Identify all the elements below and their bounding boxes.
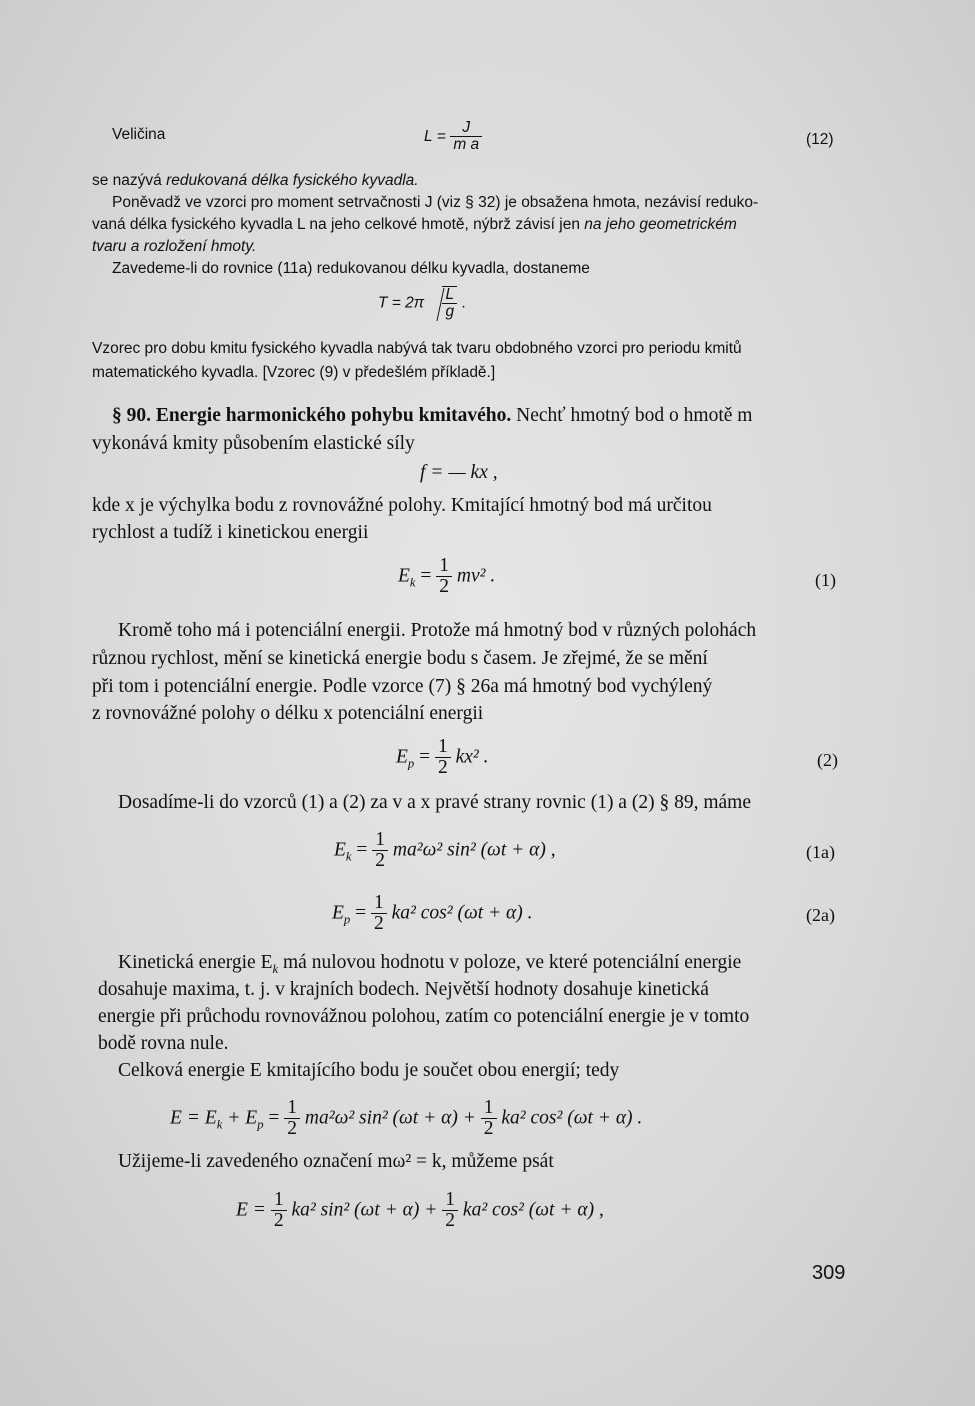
equation-period [378,286,466,321]
eq-symbol: E [332,902,344,924]
text-italic: tvaru a rozložení hmoty. [92,238,257,255]
subscript: k [216,1117,223,1132]
eq-sign: = [414,746,435,768]
subscript: k [409,575,416,590]
eq-part: ka² cos² (ωt + α) . [496,1107,643,1129]
text-line: Veličina [112,126,166,143]
text-line [92,216,737,234]
text-line: dosahuje maxima, t. j. v krajních bodech. Největší hodnoty dosahuje kinetická [98,979,709,1000]
eq-part: E = E [170,1107,217,1129]
numerator: J [450,120,482,137]
text-line: bodě rovna nule. [98,1033,229,1054]
numerator: 1 [372,830,388,851]
equation-2 [396,737,489,779]
eq-part: ka² cos² (ωt + α) , [458,1199,604,1221]
denominator: 2 [445,1210,456,1232]
text-italic: na jeho geometrickém [584,216,737,233]
denominator: g [445,303,455,321]
denominator: 2 [438,757,448,779]
eq-sign: = [263,1107,285,1129]
eq-sign: = [415,565,437,587]
equation-number: (12) [806,131,834,148]
denominator: 2 [483,1118,494,1140]
eq-rhs: ma²ω² sin² (ωt + α) , [392,839,556,861]
eq-symbol: E [398,565,410,587]
subscript: p [343,912,351,927]
section-heading-line [112,405,752,427]
numerator: 1 [284,1098,300,1119]
fraction [450,120,482,154]
eq-sign: = [351,839,373,861]
equation-2a [332,893,533,935]
text-line [118,952,741,977]
denominator: 2 [439,576,450,598]
subscript: k [272,961,279,976]
denominator: m a [453,136,480,154]
equation-12 [424,120,482,154]
subscript: k [345,849,352,864]
term-italic: redukovaná délka fysického kyvadla. [166,172,419,189]
eq-sign: = [350,902,371,924]
text-line: Dosadíme-li do vzorců (1) a (2) za v a x pravé strany rovnic (1) a (2) § 89, máme [118,792,751,813]
text-line: Vzorec pro dobu kmitu fysického kyvadla nabývá tak tvaru obdobného vzorci pro periodu kmitů [92,340,742,357]
eq-rhs: kx² . [455,746,489,768]
equation-total-energy-k [236,1190,604,1232]
eq-part: E = [236,1199,271,1221]
text: Kinetická energie E [118,952,273,973]
fraction [442,286,457,321]
numerator: 1 [442,1190,458,1211]
eq-symbol: E [396,746,408,768]
numerator: 1 [271,1190,287,1211]
fraction [371,893,387,935]
text-line [92,172,419,190]
text-line: vykonává kmity působením elastické síly [92,433,415,454]
equation-number: (1) [815,570,836,590]
eq-part: ka² sin² (ωt + α) + [286,1199,443,1221]
numerator: L [442,287,457,304]
text-line: Poněvadž ve vzorci pro moment setrvačnosti J (viz § 32) je obsažena hmota, nezávisí reduko- [112,194,759,211]
equation-number: (1a) [806,842,835,862]
numerator: 1 [371,893,387,914]
equation-total-energy [170,1098,642,1140]
sqrt [428,286,457,321]
eq-rhs: mv² . [456,565,496,587]
text-line: Celková energie E kmitajícího bodu je součet obou energií; tedy [118,1060,620,1081]
fraction [435,737,451,779]
text-line: matematického kyvadla. [Vzorec (9) v předešlém příkladě.] [92,364,496,381]
text-line: z rovnovážné polohy o délku x potenciální energii [92,703,484,724]
subscript: p [407,756,415,771]
equation-number: (2a) [806,905,835,925]
section-heading: § 90. Energie harmonického pohybu kmitavého. [112,405,512,426]
eq-symbol: E [334,839,346,861]
equation-number: (2) [817,750,838,770]
text-line: Zavedeme-li do rovnice (11a) redukovanou délku kyvadla, dostaneme [112,260,590,277]
fraction [436,556,452,598]
text-line: energie při průchodu rovnovážnou polohou, zatím co potenciální energie je v tomto [98,1006,750,1027]
eq-sign: = [436,127,446,145]
equation-force: f = — kx , [420,462,498,483]
text-line: rychlost a tudíž i kinetickou energii [92,522,369,543]
eq-part: + E [222,1107,258,1129]
eq-part: ma²ω² sin² (ωt + α) + [300,1107,481,1129]
text: vaná délka fysického kyvadla L na jeho celkové hmotě, nýbrž závisí jen [92,216,585,233]
text-line: Kromě toho má i potenciální energii. Protože má hmotný bod v různých polohách [118,620,757,641]
fraction [372,830,388,872]
equation-1a [334,830,556,872]
fraction [284,1098,300,1140]
text-line: kde x je výchylka bodu z rovnovážné polohy. Kmitající hmotný bod má určitou [92,495,712,516]
denominator: 2 [273,1210,284,1232]
text: má nulovou hodnotu v poloze, ve které potenciální energie [278,952,742,973]
text-line [92,238,256,256]
fraction [481,1098,497,1140]
text-line: při tom i potenciální energie. Podle vzorce (7) § 26a má hmotný bod vychýlený [92,676,713,697]
page-number: 309 [812,1262,846,1284]
fraction [442,1190,458,1232]
text-line: různou rychlost, mění se kinetická energie bodu s časem. Je zřejmé, že se mění [92,648,708,669]
eq-lhs: T = 2π [378,294,425,312]
eq-symbol: L [424,127,433,145]
eq-rhs: ka² cos² (ωt + α) . [391,902,533,924]
period-dot: . [461,294,466,312]
numerator: 1 [436,556,452,577]
text: se nazývá [92,172,167,189]
equation-1 [398,556,495,598]
numerator: 1 [435,737,451,758]
denominator: 2 [287,1118,298,1140]
denominator: 2 [374,913,384,935]
text: Nechť hmotný bod o hmotě m [511,405,753,426]
fraction [271,1190,287,1232]
text-line: Užijeme-li zavedeného označení mω² = k, můžeme psát [118,1151,554,1172]
subscript: p [257,1117,264,1132]
denominator: 2 [375,850,386,872]
numerator: 1 [481,1098,497,1119]
